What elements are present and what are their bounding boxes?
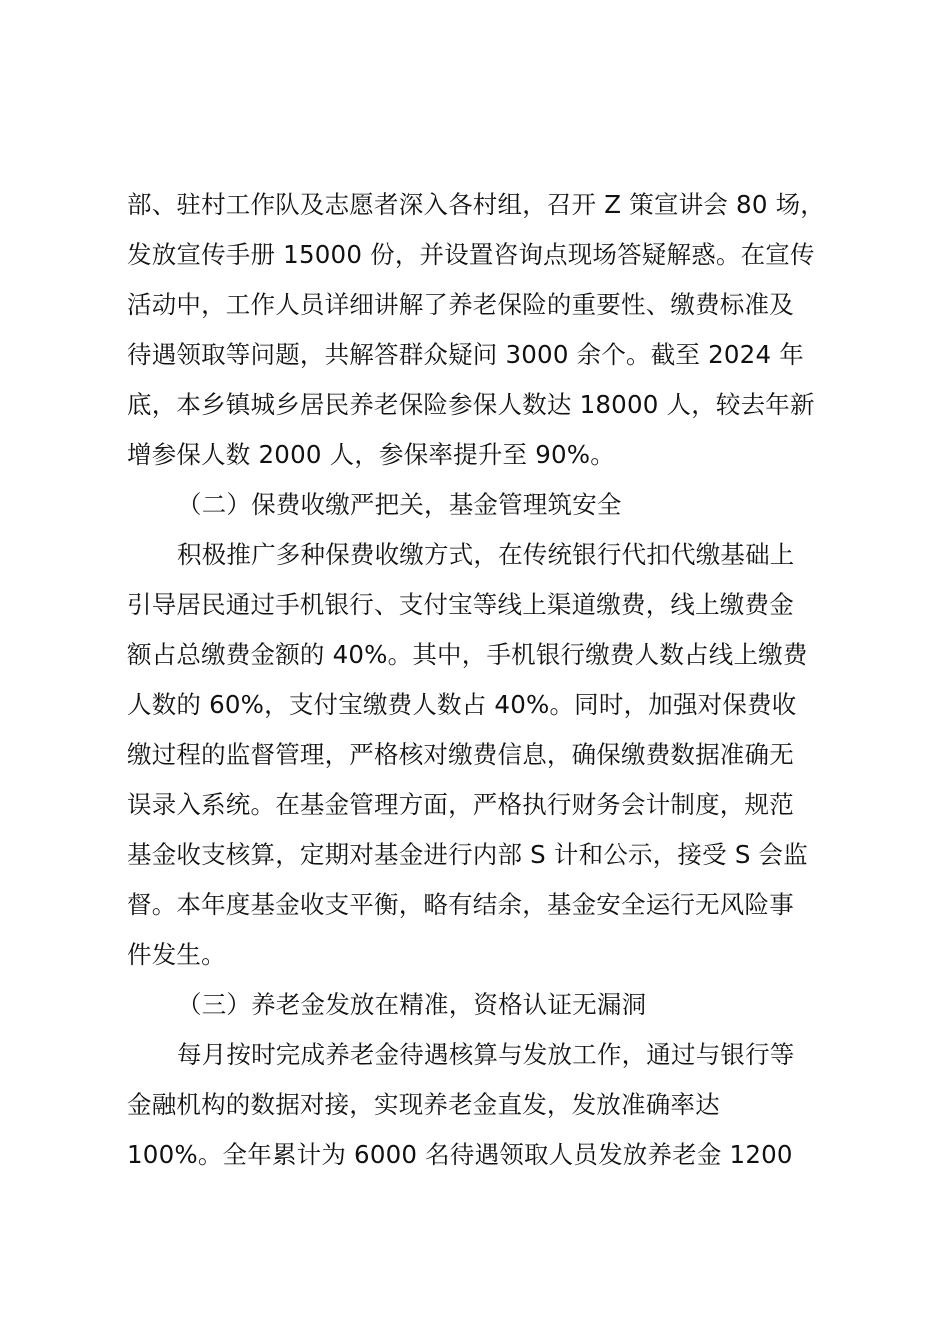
paragraph-line: 部、驻村工作队及志愿者深入各村组，召开 Z 策宣讲会 80 场， xyxy=(127,190,826,219)
paragraph-first-line: 积极推广多种保费收缴方式，在传统银行代扣代缴基础上 xyxy=(177,540,795,569)
paragraph-line: 增参保人数 2000 人，参保率提升至 90%。 xyxy=(127,440,615,469)
paragraph-line: 金融机构的数据对接，实现养老金直发，发放准确率达 xyxy=(127,1090,720,1119)
paragraph-line: 引导居民通过手机银行、支付宝等线上渠道缴费，线上缴费金 xyxy=(127,590,794,619)
section-heading: （三）养老金发放在精准，资格认证无漏洞 xyxy=(177,990,647,1019)
paragraph-line: 误录入系统。在基金管理方面，严格执行财务会计制度，规范 xyxy=(127,790,794,819)
paragraph-line: 人数的 60%，支付宝缴费人数占 40%。同时，加强对保费收 xyxy=(127,690,797,719)
paragraph-line: 100%。全年累计为 6000 名待遇领取人员发放养老金 1200 xyxy=(127,1140,793,1169)
paragraph-line: 额占总缴费金额的 40%。其中，手机银行缴费人数占线上缴费 xyxy=(127,640,808,669)
paragraph-line: 缴过程的监督管理，严格核对缴费信息，确保缴费数据准确无 xyxy=(127,740,794,769)
paragraph-line: 发放宣传手册 15000 份，并设置咨询点现场答疑解惑。在宣传 xyxy=(127,240,815,269)
paragraph-line: 活动中，工作人员详细讲解了养老保险的重要性、缴费标准及 xyxy=(127,290,794,319)
section-heading: （二）保费收缴严把关，基金管理筑安全 xyxy=(177,490,622,519)
paragraph-line: 基金收支核算，定期对基金进行内部 S 计和公示，接受 S 会监 xyxy=(127,840,808,869)
paragraph-line: 待遇领取等问题，共解答群众疑问 3000 余个。截至 2024 年 xyxy=(127,340,804,369)
paragraph-first-line: 每月按时完成养老金待遇核算与发放工作，通过与银行等 xyxy=(177,1040,795,1069)
paragraph-line: 件发生。 xyxy=(127,940,226,969)
paragraph-line: 督。本年度基金收支平衡，略有结余，基金安全运行无风险事 xyxy=(127,890,794,919)
paragraph-line: 底，本乡镇城乡居民养老保险参保人数达 18000 人，较去年新 xyxy=(127,390,815,419)
